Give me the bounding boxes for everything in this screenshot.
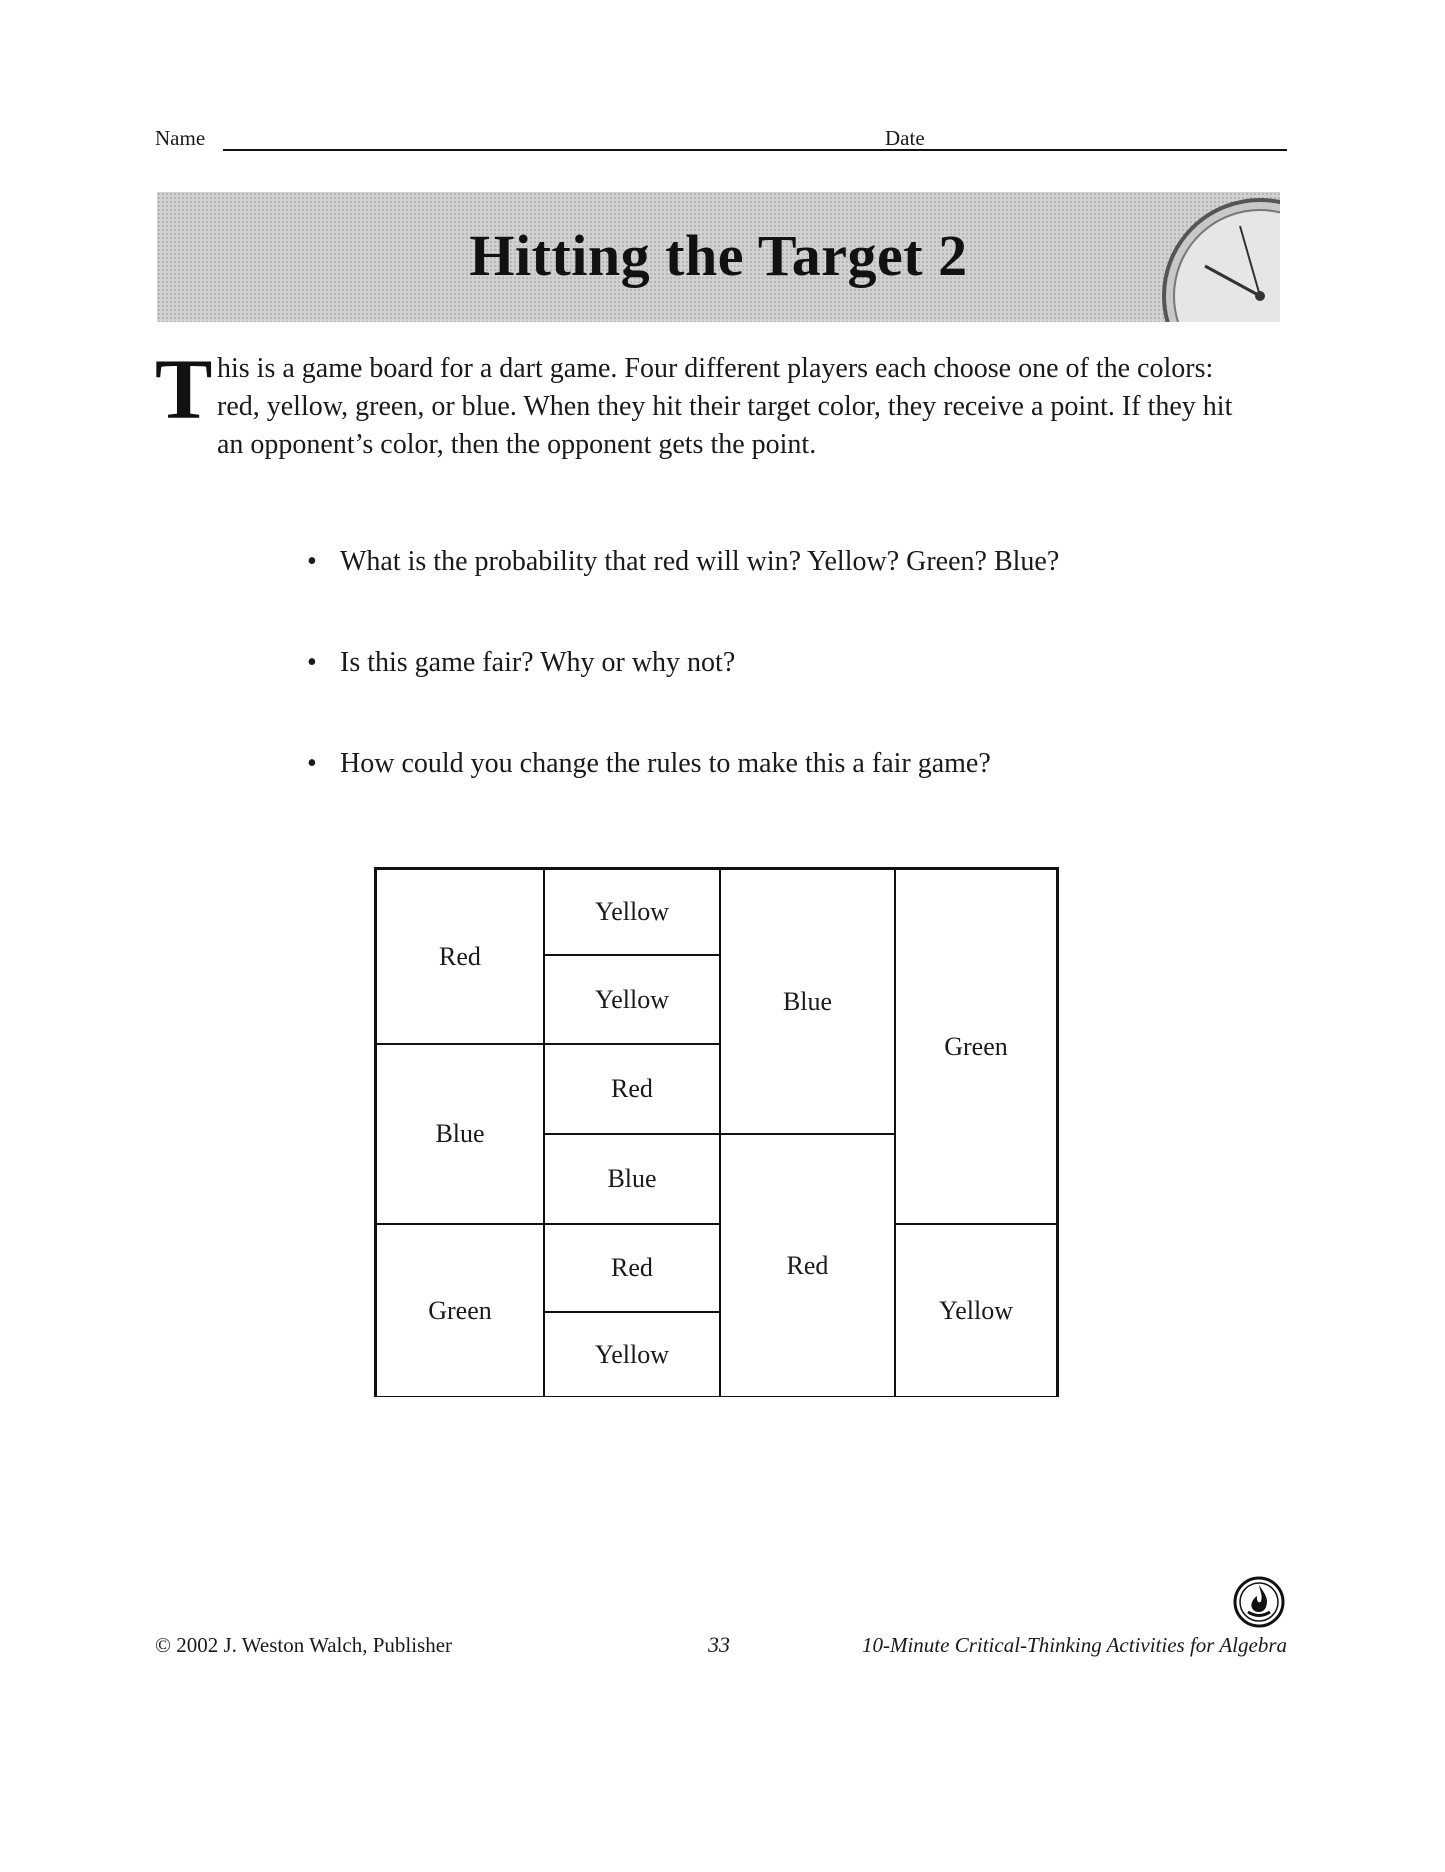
title-banner [157,192,1280,322]
page-number: 33 [708,1632,730,1657]
board-cell: Red [544,1044,720,1134]
bullet-icon: • [307,546,317,577]
board-cell: Red [720,1134,895,1397]
board-cell: Red [376,869,544,1044]
bullet-icon: • [307,647,317,678]
board-cell: Green [376,1224,544,1397]
name-label: Name [155,126,206,150]
publisher-flame-logo-icon [1233,1576,1285,1628]
dart-game-board [374,867,1059,1397]
board-cell: Blue [544,1134,720,1224]
board-cell: Green [895,869,1057,1224]
intro-paragraph [155,341,1245,464]
bullet-icon: • [307,748,317,779]
book-title: 10-Minute Critical-Thinking Activities for Algebra [861,1633,1287,1657]
board-cell: Blue [376,1044,544,1224]
copyright-text: © 2002 J. Weston Walch, Publisher [155,1633,453,1657]
question-text: Is this game fair? Why or why not? [340,647,736,678]
question-item [305,748,1245,849]
board-cell: Blue [720,869,895,1134]
board-cell: Red [544,1224,720,1312]
page-footer [155,1628,1287,1658]
question-text: What is the probability that red will win? Yellow? Green? Blue? [340,546,1060,577]
date-field-line [945,149,1287,151]
intro-text: his is a game board for a dart game. Four different players each choose one of the colors: red, yellow, green, or blue. When they hit their target color, they receive a point. If they hit an opponent’s color, then the opponent gets the point. [217,353,1233,460]
page-title: Hitting the Target 2 [469,223,968,288]
board-cell: Yellow [544,955,720,1044]
name-date-row [155,126,1287,154]
drop-cap: T [155,341,213,437]
board-cell: Yellow [895,1224,1057,1397]
board-cell: Yellow [544,869,720,955]
question-item [305,546,1245,647]
question-item [305,647,1245,748]
question-list [305,546,1245,849]
board-cell: Yellow [544,1312,720,1397]
question-text: How could you change the rules to make this a fair game? [340,748,991,779]
date-label: Date [885,126,925,150]
